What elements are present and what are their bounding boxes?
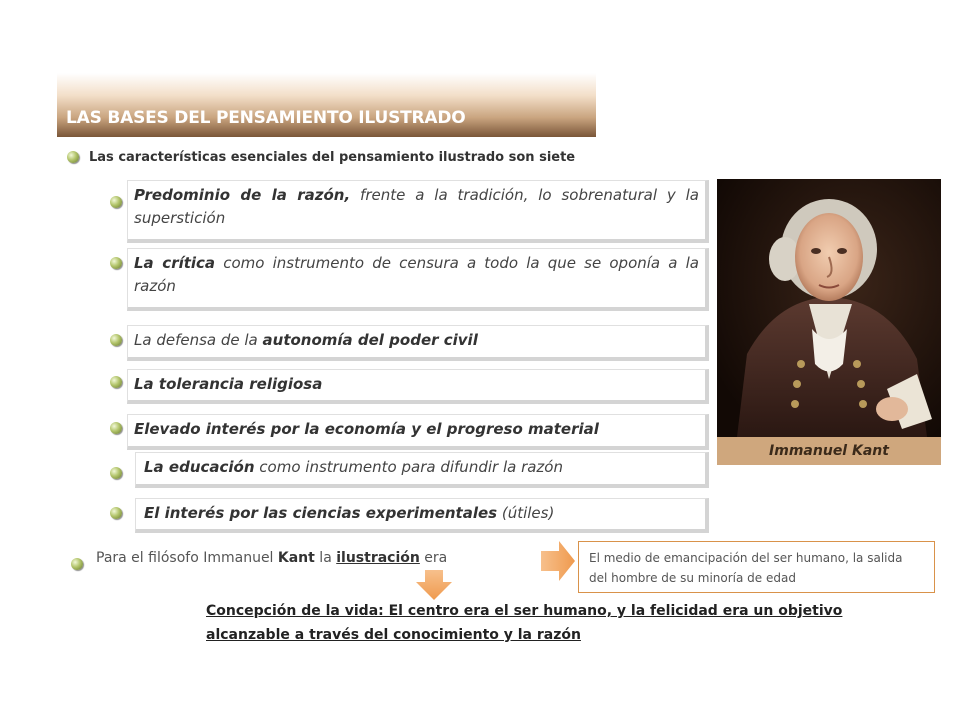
item-bullet-icon — [110, 422, 122, 434]
characteristic-item — [135, 452, 709, 488]
characteristic-item — [127, 369, 709, 404]
characteristic-item — [127, 180, 709, 243]
item-bold: La educación — [144, 458, 255, 476]
item-pre: La defensa de la — [134, 331, 263, 349]
item-rest: como instrumento de censura a todo la que se oponía a la razón — [134, 254, 699, 295]
item-rest: frente a la tradición, lo sobrenatural y la superstición — [134, 186, 699, 227]
kant-mid: la — [314, 550, 337, 566]
item-bold: autonomía del poder civil — [262, 331, 478, 349]
right-arrow-icon — [541, 541, 575, 581]
item-bold: La tolerancia religiosa — [134, 375, 323, 393]
lead-bullet-icon — [67, 151, 79, 163]
item-bullet-icon — [110, 507, 122, 519]
characteristic-item — [127, 325, 709, 361]
item-rest: (útiles) — [497, 504, 555, 522]
characteristic-item — [135, 498, 709, 533]
kant-term: ilustración — [336, 550, 420, 566]
kant-statement — [96, 550, 447, 566]
kant-pre: Para el filósofo Immanuel — [96, 550, 278, 566]
kant-bullet-icon — [71, 558, 83, 570]
kant-post: era — [419, 550, 448, 566]
item-bullet-icon — [110, 334, 122, 346]
characteristic-item — [127, 414, 709, 450]
lead-text: Las características esenciales del pensamiento ilustrado son siete — [89, 150, 576, 165]
item-bullet-icon — [110, 257, 122, 269]
item-bullet-icon — [110, 196, 122, 208]
item-bold: Predominio de la razón, — [134, 186, 351, 204]
item-bold: Elevado interés por la economía y el progreso material — [134, 420, 599, 438]
item-rest: como instrumento para difundir la razón — [254, 458, 563, 476]
definition-box: El medio de emancipación del ser humano, la salida del hombre de su minoría de edad — [578, 541, 935, 593]
down-arrow-icon — [416, 570, 452, 600]
kant-name: Kant — [277, 550, 315, 566]
item-bold: El interés por las ciencias experimentales — [144, 504, 498, 522]
title-banner — [57, 73, 596, 137]
kant-portrait — [717, 179, 941, 437]
portrait-caption: Immanuel Kant — [717, 437, 941, 465]
page-title: LAS BASES DEL PENSAMIENTO ILUSTRADO — [66, 108, 466, 128]
item-bold: La crítica — [134, 254, 216, 272]
item-bullet-icon — [110, 467, 122, 479]
item-bullet-icon — [110, 376, 122, 388]
characteristic-item — [127, 248, 709, 311]
conclusion-text: Concepción de la vida: El centro era el ser humano, y la felicidad era un objetivo alcanzable a través del conocimiento y la razón — [206, 603, 843, 643]
